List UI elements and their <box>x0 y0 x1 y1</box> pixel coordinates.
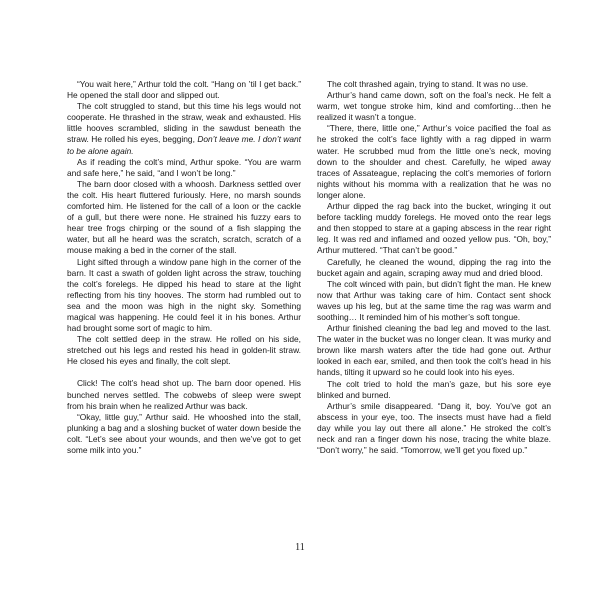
paragraph: The colt tried to hold the man’s gaze, but his sore eye blinked and burned. <box>317 378 551 400</box>
right-text-column <box>317 79 551 456</box>
paragraph: Arthur finished cleaning the bad leg and moved to the last. The water in the bucket was no longer clean. It was murky and brown like marsh waters after the tide had gone out. Arthur looked in each ear, smiled, and then took the colt’s head in his hands, tilting it upward so he could look into his eyes. <box>317 323 551 378</box>
paragraph: Arthur’s smile disappeared. “Dang it, boy. You’ve got an abscess in your eye, too. The insects must have had a field day while you lay out there all alone.” He stroked the colt’s neck and ran a finger down his nose, tracing the white blaze. “Don’t worry,” he said. “Tomorrow, we’ll get you fixed up.” <box>317 400 551 456</box>
italic-thought: Don’t leave me. I don’t want to be alone again. <box>67 134 301 156</box>
paragraph: Click! The colt’s head shot up. The barn door opened. His bunched nerves settled. The cobwebs of sleep were swept from his brain when he realized Arthur was back. <box>67 378 301 411</box>
page-number: 11 <box>295 542 305 553</box>
paragraph: “Okay, little guy,” Arthur said. He whooshed into the stall, plunking a bag and a sloshing bucket of water down beside the colt. “Let’s see about your wounds, and then we’ve got to get some milk into you.” <box>67 411 301 455</box>
paragraph: “You wait here,” Arthur told the colt. “Hang on ’til I get back.” He opened the stall door and slipped out. <box>67 79 301 101</box>
paragraph: Arthur’s hand came down, soft on the foal’s neck. He felt a warm, wet tongue stroke him, kind and comforting…then he realized it wasn’t a tongue. <box>317 90 551 123</box>
paragraph: Arthur dipped the rag back into the bucket, wringing it out before tackling muddy forelegs. He moved onto the rear legs and then stopped to stare at a gaping abscess in the rear right leg. It was red and inflamed and oozed yellow pus. “Oh, boy,” Arthur muttered. “That can’t be good.” <box>317 201 551 256</box>
paragraph: “There, there, little one,” Arthur’s voice pacified the foal as he stroked the colt’s face lightly with a rag dipped in warm water. He scrubbed mud from the little one’s neck, moving down to the shoulder and chest. Carefully, he wiped away traces of Assateague, replacing the colt’s memories of forlorn nights without his momma with a realization that he was no longer alone. <box>317 123 551 200</box>
paragraph: The colt settled deep in the straw. He rolled on his side, stretched out his legs and rested his head in golden-lit straw. He closed his eyes and finally, the colt slept. <box>67 334 301 367</box>
paragraph: The colt winced with pain, but didn’t fight the man. He knew now that Arthur was taking care of him. Contact sent shock waves up his leg, but at the same time the rag was warm and soothing… It reminded him of his mother’s soft tongue. <box>317 278 551 322</box>
paragraph: The barn door closed with a whoosh. Darkness settled over the colt. His heart fluttered furiously. Here, no marsh sounds comforted him. He listened for the call of a loon or the cackle of a gull, but there were none. He strained his fuzzy ears to hear tree frogs chirping or the sound of a fish slapping the water, but all he heard was the scratch, scratch, scratch of a mouse making a bed in the corner of the stall. <box>67 178 301 256</box>
paragraph-text: The colt struggled to stand, but this time his legs would not cooperate. He thrashed in the straw, weak and exhausted. His little hooves scrambled, sliding in the sawdust beneath the straw. He rolled his eyes, begging, <box>67 101 301 145</box>
paragraph: The colt thrashed again, trying to stand. It was no use. <box>327 79 529 89</box>
left-text-column <box>67 79 301 456</box>
paragraph: As if reading the colt’s mind, Arthur spoke. “You are warm and safe here,” he said, “and I won’t be long.” <box>67 156 301 178</box>
paragraph <box>67 101 301 156</box>
paragraph: Carefully, he cleaned the wound, dipping the rag into the bucket again and again, scraping away mud and dried blood. <box>317 256 551 278</box>
paragraph: Light sifted through a window pane high in the corner of the barn. It cast a swath of golden light across the straw, touching the colt’s forelegs. He dipped his head to stare at the light reflecting from his tiny hooves. The storm had rumbled out to sea and the moon was high in the night sky. Something magical was happening. He could feel it in his bones. Arthur had brought some sort of magic to him. <box>67 256 301 334</box>
